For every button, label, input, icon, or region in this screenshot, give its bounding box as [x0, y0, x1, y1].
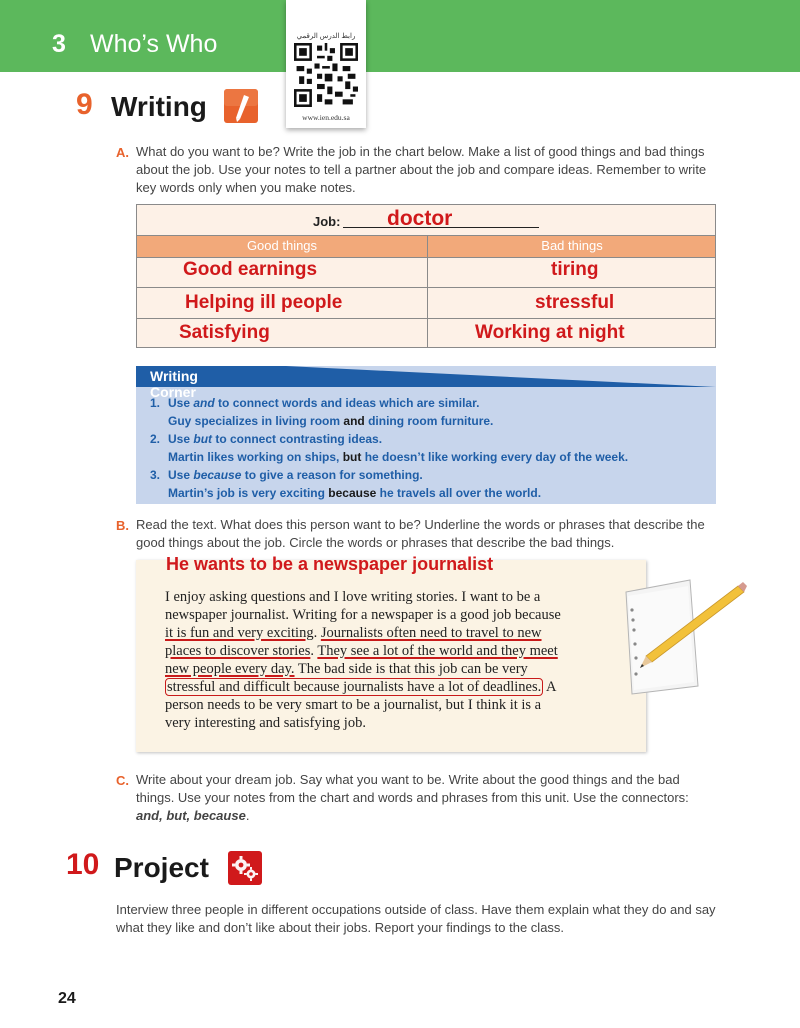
- rule-number: 1.: [150, 396, 161, 410]
- writing-corner-header-bar: [136, 366, 716, 387]
- rule-number: 2.: [150, 432, 161, 446]
- bad-thing-cell: Working at night: [475, 322, 625, 343]
- reading-line: I enjoy asking questions and I love writing stories. I want to be a: [165, 589, 541, 605]
- part-c-instruction-line: Write about your dream job. Say what you want to be. Write about the good things and the bad: [136, 772, 680, 787]
- qr-url: www.ien.edu.sa: [302, 113, 350, 122]
- page-number: 24: [58, 990, 76, 1007]
- reading-line: places to discover stories. They see a lot of the world and they meet: [165, 643, 558, 659]
- reading-line: person needs to be very smart to be a journalist, but I think it is a: [165, 697, 542, 713]
- underlined-good-phrase: it is fun and very exciting: [165, 625, 314, 641]
- connectors-list: and, but, because: [136, 808, 246, 823]
- part-c-instruction-line: things. Use your notes from the chart and words and phrases from this unit. Use the connectors:: [136, 790, 689, 805]
- underlined-good-phrase: places to discover stories: [165, 643, 311, 659]
- job-chart: [136, 204, 716, 348]
- part-a-instruction-line: What do you want to be? Write the job in the chart below. Make a list of good things and bad things: [136, 144, 705, 159]
- section-number: 9: [76, 88, 93, 121]
- project-instruction-line: Interview three people in different occupations outside of class. Have them explain what they do and say: [116, 902, 716, 917]
- reading-line: very interesting and satisfying job.: [165, 715, 366, 731]
- circled-bad-phrase: stressful and difficult because journalists have a lot of deadlines.: [167, 679, 542, 695]
- reading-line: new people every day. The bad side is that this job can be very: [165, 661, 528, 677]
- underlined-good-phrase: They see a lot of the world and they meet: [317, 643, 558, 659]
- underlined-good-phrase: Journalists often need to travel to new: [320, 625, 542, 641]
- part-b-answer: He wants to be a newspaper journalist: [166, 554, 494, 574]
- bad-thing-cell: stressful: [535, 292, 615, 313]
- bad-things-header: Bad things: [541, 238, 603, 253]
- gears-icon: [228, 851, 262, 885]
- part-a-instruction-line: key words only when you make notes.: [136, 180, 356, 195]
- project-instruction-line: what they like and don’t like about their jobs. Report your findings to the class.: [116, 920, 565, 935]
- good-things-header: Good things: [246, 238, 318, 253]
- rule-example: Martin likes working on ships, but he doesn’t like working every day of the week.: [168, 450, 629, 464]
- writing-corner-title: Writing Corner: [150, 368, 198, 400]
- unit-title: Who’s Who: [90, 30, 218, 58]
- part-a-instruction-line: about the job. Use your notes to tell a partner about the job and compare ideas. Remember to write: [136, 162, 707, 177]
- rule-example: Martin’s job is very exciting because he travels all over the world.: [168, 486, 542, 500]
- rule-example: Guy specializes in living room and dining room furniture.: [168, 414, 494, 428]
- rule-text: Use but to connect contrasting ideas.: [168, 432, 383, 446]
- unit-number: 3: [52, 30, 66, 58]
- qr-code-icon[interactable]: [294, 43, 358, 107]
- rule-text: Use because to give a reason for something.: [168, 468, 423, 482]
- section-title: Project: [114, 852, 209, 883]
- rule-number: 3.: [150, 468, 161, 482]
- pencil-icon: [224, 89, 258, 123]
- good-thing-cell: Good earnings: [183, 259, 318, 280]
- qr-code-card[interactable]: [286, 0, 366, 128]
- part-a-letter: A.: [116, 145, 129, 160]
- part-c-connectors-line: and, but, because.: [136, 808, 250, 823]
- underlined-good-phrase: new people every day.: [165, 661, 295, 677]
- qr-caption: رابط الدرس الرقمي: [296, 33, 356, 40]
- section-number: 10: [66, 848, 100, 881]
- good-thing-cell: Satisfying: [179, 322, 270, 343]
- rule-text: Use and to connect words and ideas which are similar.: [168, 396, 480, 410]
- part-b-instruction-line: Read the text. What does this person want to be? Underline the words or phrases that describe the: [136, 517, 705, 532]
- part-c-letter: C.: [116, 773, 129, 788]
- good-thing-cell: Helping ill people: [185, 292, 343, 313]
- bad-thing-cell: tiring: [551, 259, 599, 280]
- reading-line: it is fun and very exciting. Journalists often need to travel to new: [165, 625, 542, 641]
- part-b-instruction-line: good things about the job. Circle the words or phrases that describe the bad things.: [136, 535, 615, 550]
- reading-line: stressful and difficult because journalists have a lot of deadlines. A: [167, 679, 557, 695]
- reading-line: newspaper journalist. Writing for a newspaper is a good job because: [165, 607, 561, 623]
- notepad-pencil-illustration: [608, 578, 750, 698]
- job-label: Job:: [313, 214, 341, 229]
- section-title: Writing: [111, 91, 207, 122]
- part-b-letter: B.: [116, 518, 129, 533]
- job-answer: doctor: [387, 207, 453, 230]
